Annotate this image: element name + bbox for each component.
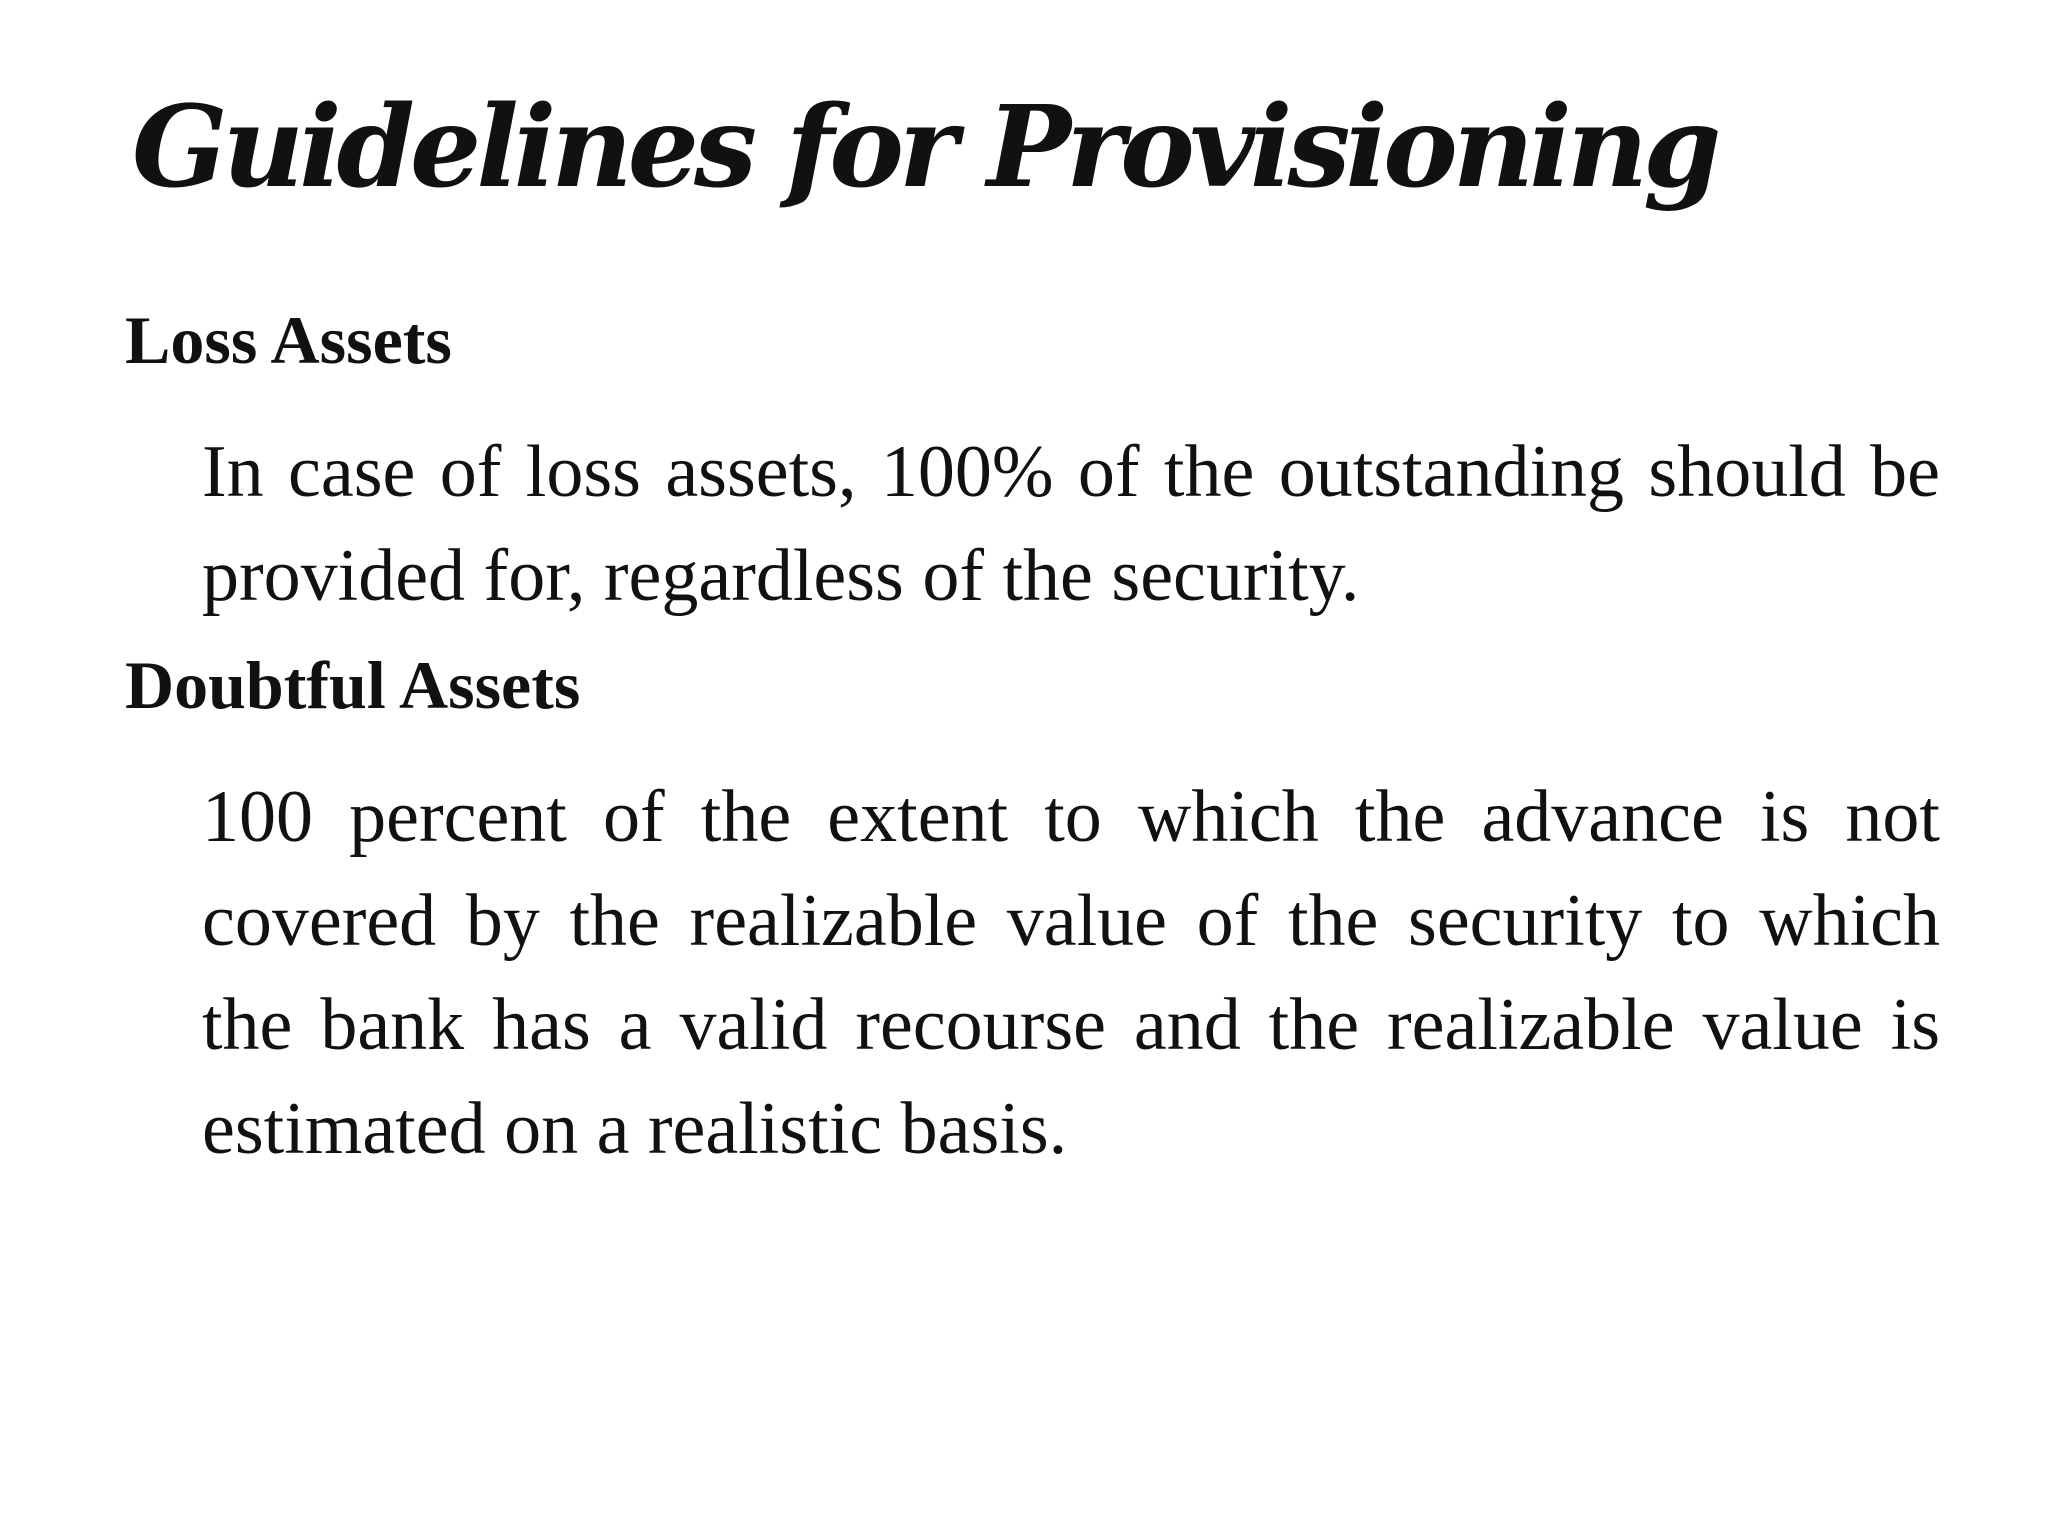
slide-title: Guidelines for Provisioning <box>132 82 1717 213</box>
doubtful-assets-heading: Doubtful Assets <box>125 647 581 723</box>
loss-assets-heading: Loss Assets <box>125 302 452 378</box>
doubtful-assets-text: 100 percent of the extent to which the advance is not covered by the realizable value of the security to which the bank has a valid recourse and the realizable value is estimated on a realistic basis. <box>202 776 1940 1170</box>
loss-assets-text: In case of loss assets, 100% of the outstanding should be provided for, regardless of the security. <box>202 431 1940 617</box>
